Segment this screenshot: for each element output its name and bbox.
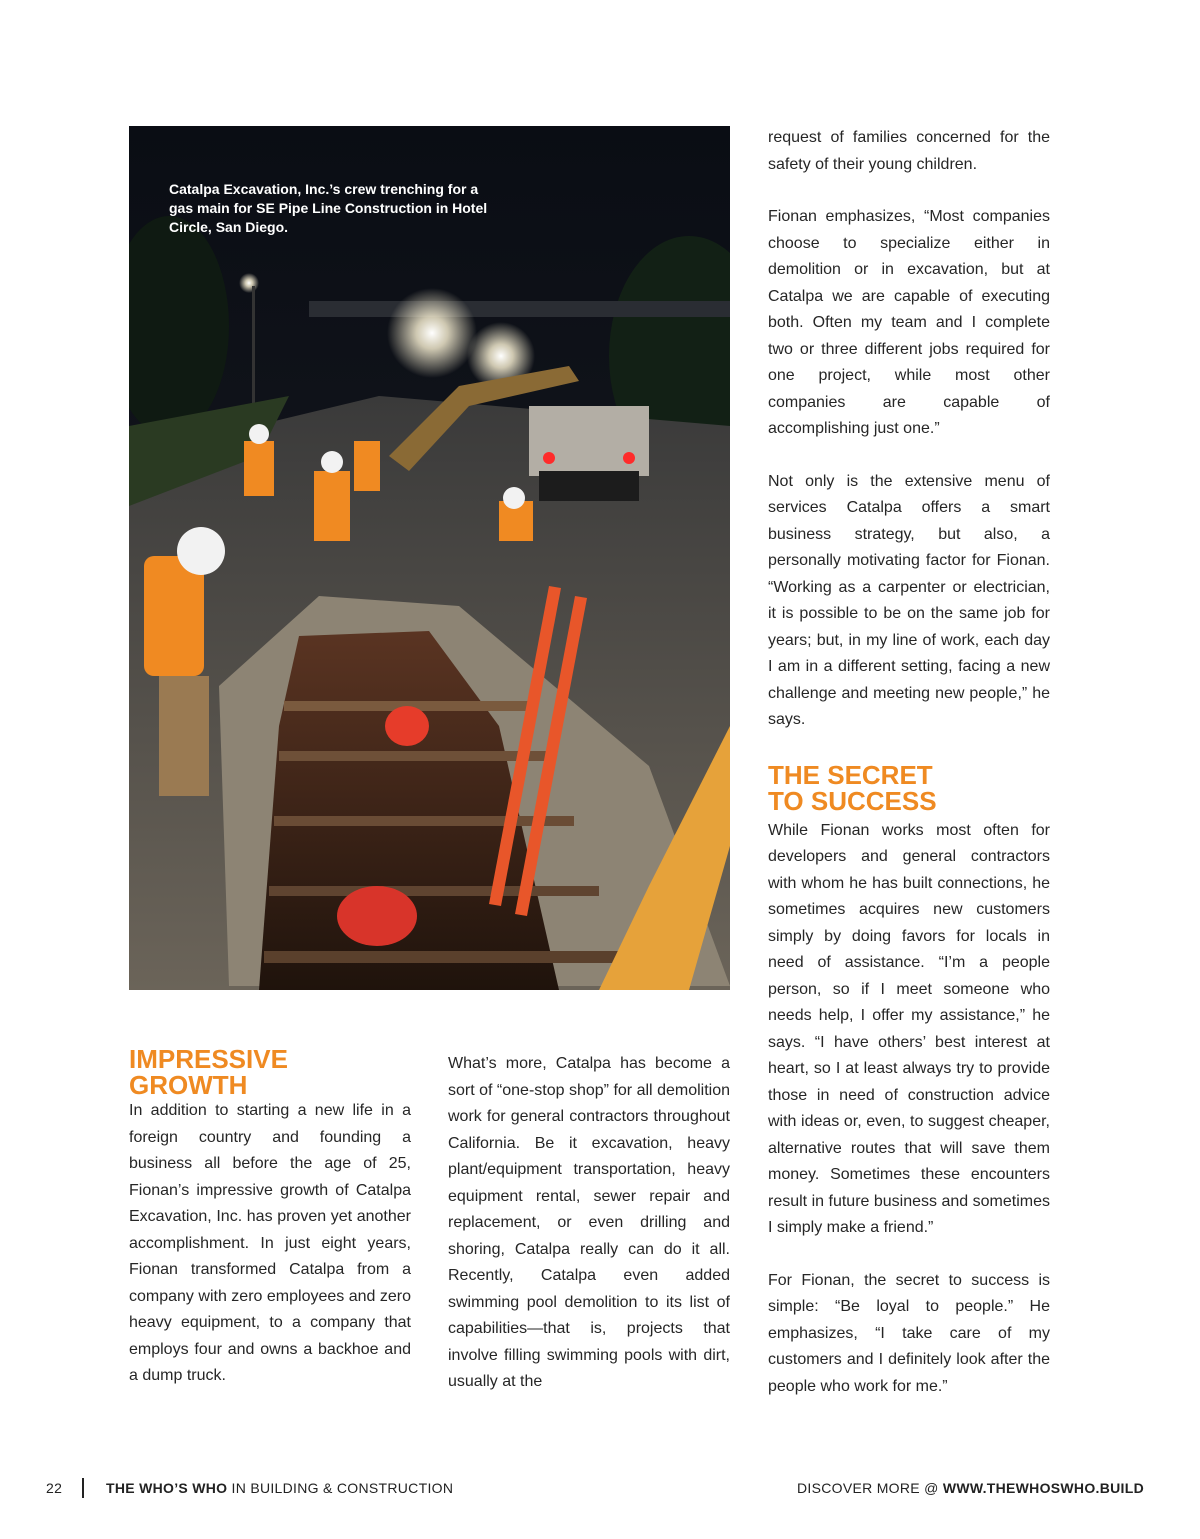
publication-bold: THE WHO’S WHO — [106, 1480, 228, 1496]
discover-url-link[interactable]: WWW.THEWHOSWHO.BUILD — [942, 1480, 1144, 1496]
discover-prefix: DISCOVER MORE @ — [797, 1480, 943, 1496]
secret-to-success-heading — [768, 759, 1050, 816]
discover-more — [797, 1480, 1144, 1496]
one-stop-shop-column — [448, 1051, 730, 1396]
services-paragraph: Not only is the extensive menu of services Catalpa offers a smart business strategy, but also, a personally motivating factor for Fionan. “Working as a carpenter or electrician, it is possible to be on the same job for years; but, in my line of work, each day I am in a different setting, facing a new challenge and meeting new people,” he says. — [768, 472, 1050, 728]
page-number: 22 — [46, 1480, 63, 1496]
heading-line: IMPRESSIVE — [129, 1044, 288, 1074]
growth-paragraph: In addition to starting a new life in a foreign country and founding a business all before the age of 25, Fionan’s impressive growth of Catalpa Excavation, Inc. has proven yet another accomplishment. In just eight years, Fionan transformed Catalpa from a company with zero employees and zero heavy equipment, to a company that employs four and owns a backhoe and a dump truck. — [129, 1102, 411, 1384]
photo-illustration — [129, 126, 730, 990]
trenching-photo — [129, 126, 730, 990]
publication-name — [106, 1480, 453, 1496]
favors-paragraph: While Fionan works most often for developers and general contractors with whom he has built connections, he sometimes acquires new customers simply by doing favors for locals in need of assistance. “I’m a people person, so if I meet someone who needs help, I offer my assistance,” he says. “I have others’ best interest at heart, so I at least always try to provide those in need of construction advice with ideas or, even, to suggest cheaper, alternative routes that will save them money. Sometimes these encounters result in future business and sometimes I simply make a friend.” — [768, 821, 1050, 1236]
families-paragraph: request of families concerned for the safety of their young children. — [768, 129, 1050, 173]
page-footer — [0, 1476, 1200, 1500]
heading-line: TO SUCCESS — [768, 785, 937, 816]
publication-rest: IN BUILDING & CONSTRUCTION — [227, 1480, 454, 1496]
right-column — [768, 125, 1050, 1400]
photo-caption: Catalpa Excavation, Inc.’s crew trenching for a gas main for SE Pipe Line Construction in Hotel Circle, San Diego. — [169, 181, 488, 235]
one-stop-shop-paragraph: What’s more, Catalpa has become a sort of “one-stop shop” for all demolition work for general contractors throughout California. Be it excavation, heavy plant/equipment transportation, heavy equipment rental, sewer repair and replacement, or even drilling and shoring, Catalpa really can do it all. Recently, Catalpa even added swimming pool demolition to its list of capabilities—that is, projects that involve filling swimming pools with dirt, usually at the — [448, 1055, 730, 1390]
impressive-growth-heading — [129, 1046, 411, 1098]
specialize-paragraph: Fionan emphasizes, “Most companies choose to specialize either in demolition or in excavation, but at Catalpa we are capable of executing both. Often my team and I complete two or three different jobs required for one project, while most other companies are capable of accomplishing just one.” — [768, 208, 1050, 437]
impressive-growth-section — [129, 1046, 411, 1390]
heading-line: GROWTH — [129, 1070, 248, 1100]
heading-line: THE SECRET — [768, 759, 933, 790]
loyal-paragraph: For Fionan, the secret to success is simple: “Be loyal to people.” He emphasizes, “I take care of my customers and I definitely look after the people who work for me.” — [768, 1271, 1050, 1395]
footer-divider — [82, 1478, 84, 1498]
